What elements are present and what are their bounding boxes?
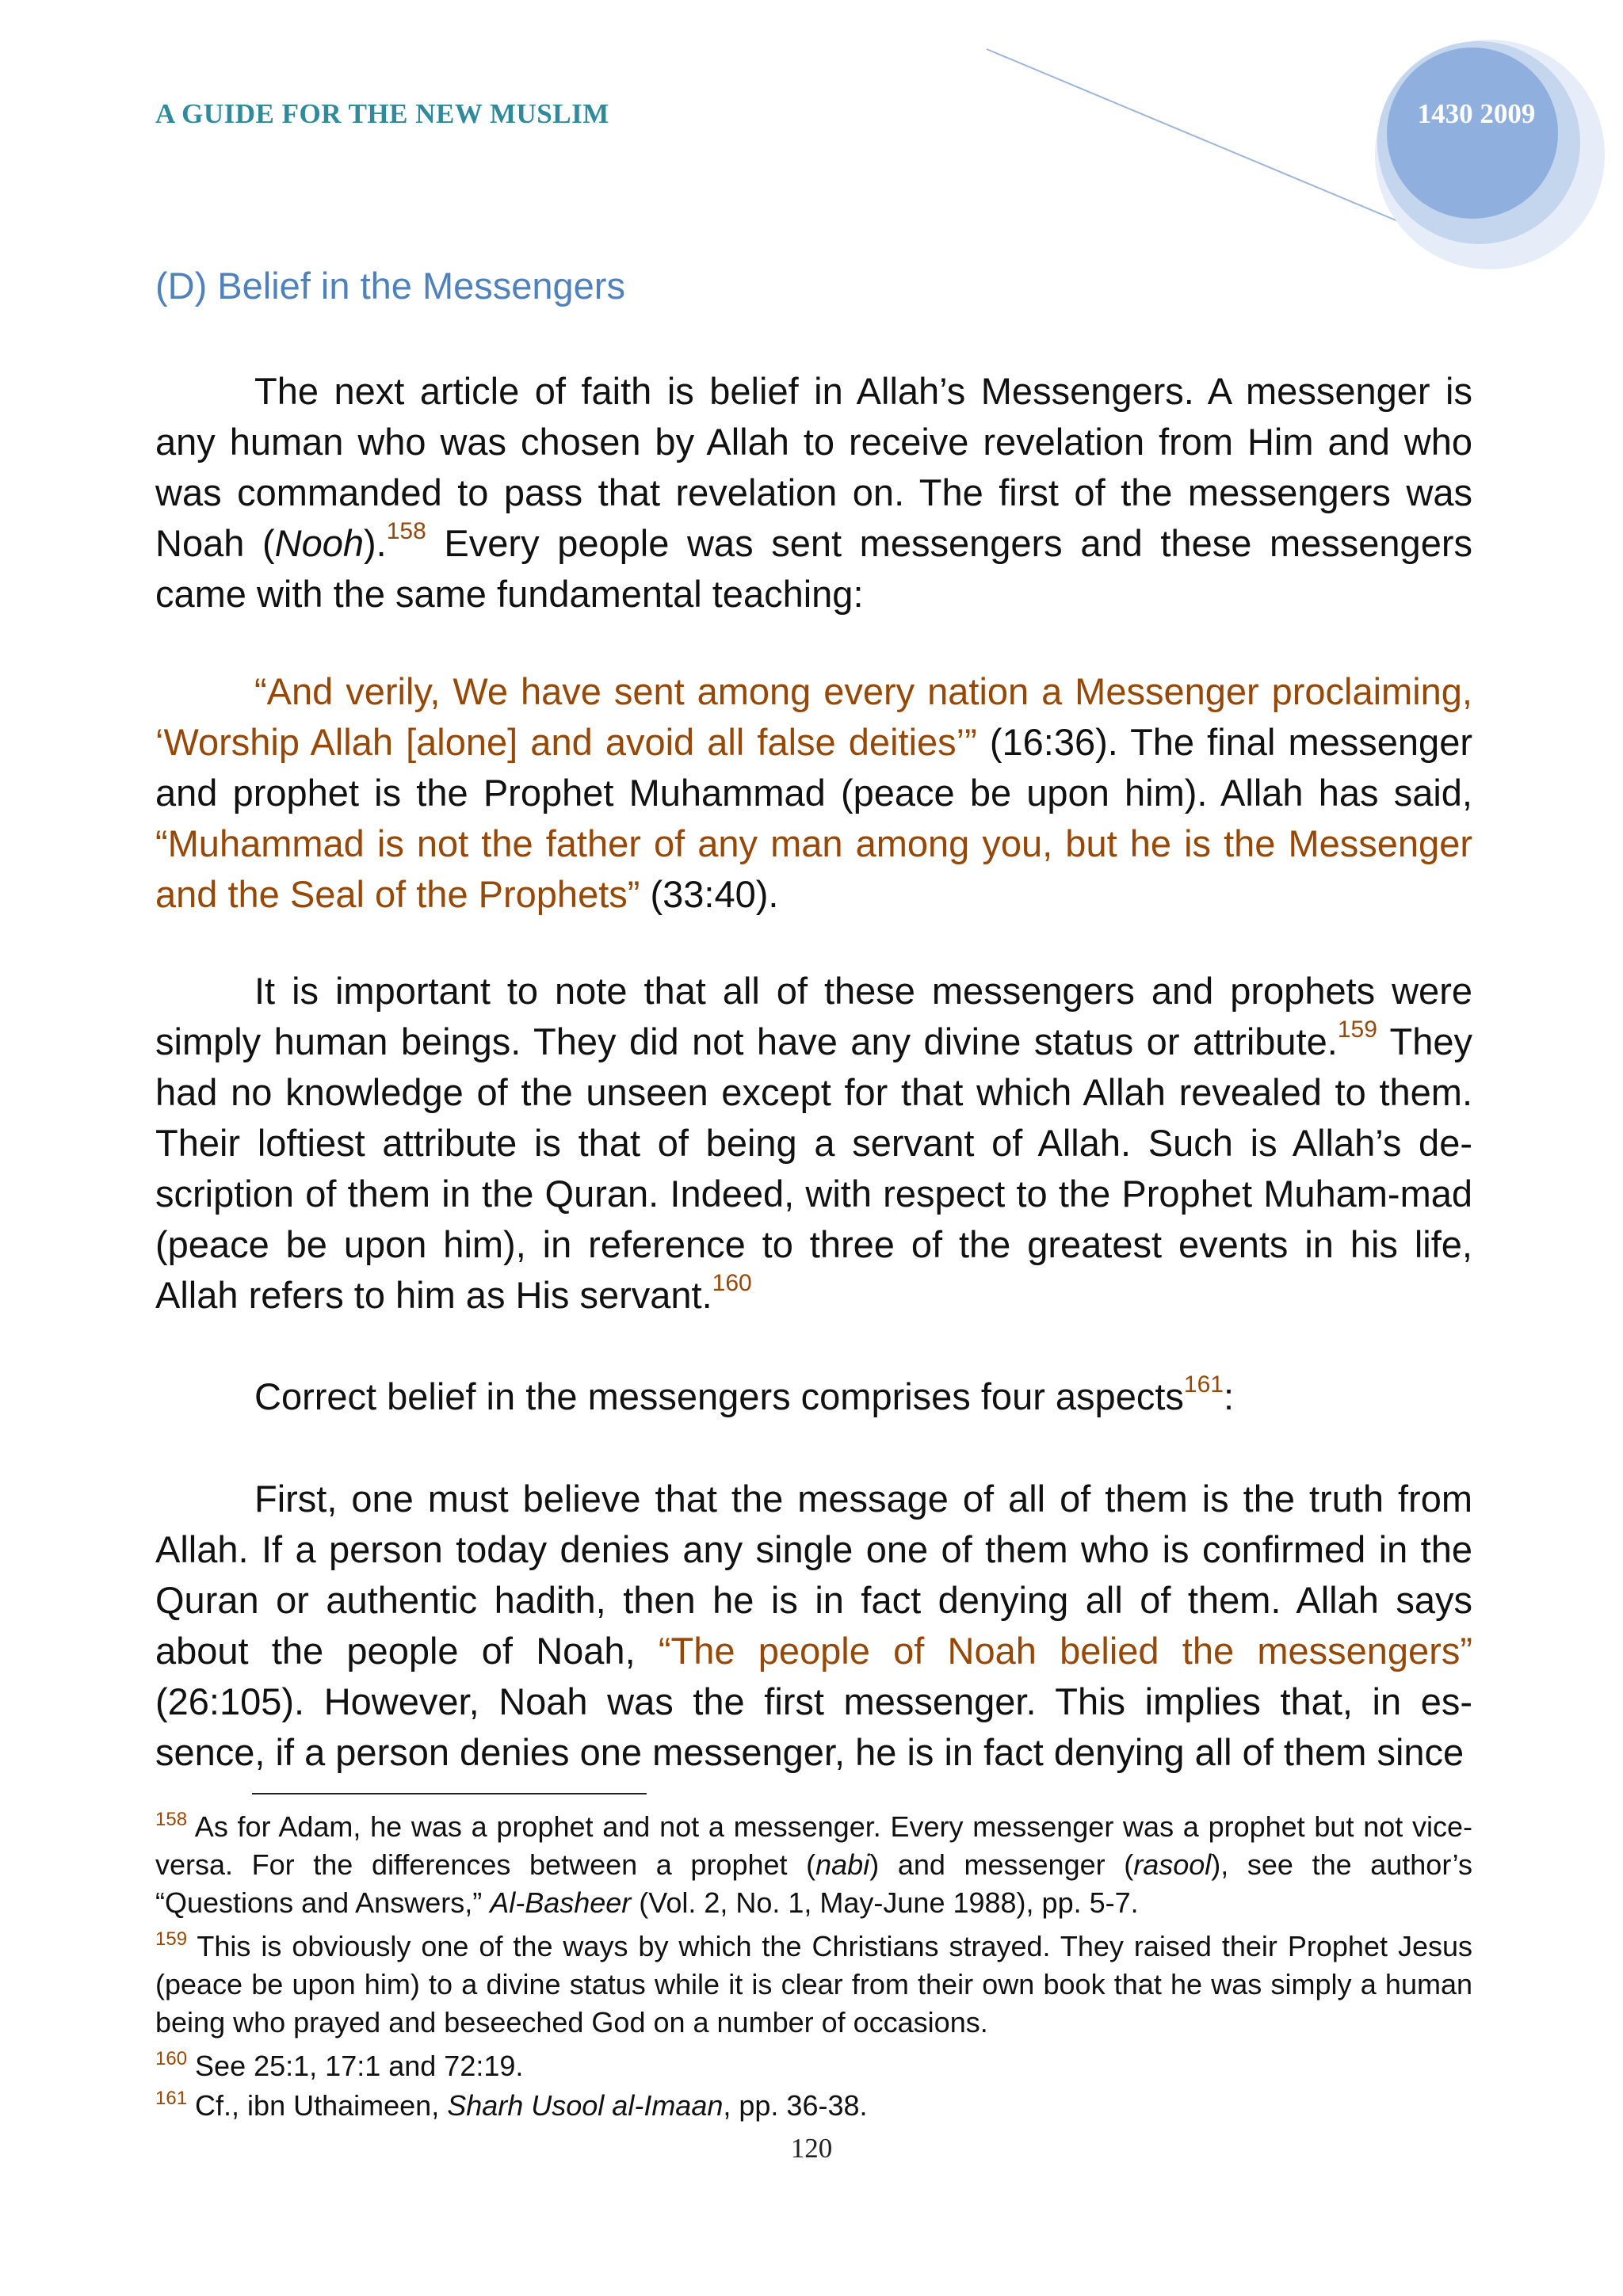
running-header-title: A GUIDE FOR THE NEW MUSLIM: [155, 98, 609, 129]
quran-quote: “And verily, We have sent among every nation a Messenger proclaiming, ‘Worship Allah [alone] and avoid all false deities’”: [155, 670, 1472, 763]
header-decoration: [0, 0, 1623, 285]
page-number: 120: [790, 2133, 833, 2164]
quran-quote: “Muhammad is not the father of any man among you, but he is the Messenger and the Seal of the Prophets”: [155, 822, 1472, 915]
footnote-ref-158[interactable]: 158: [386, 518, 426, 544]
paragraph-2: “And verily, We have sent among every nation a Messenger proclaiming, ‘Worship Allah [alone] and avoid all false deities’” (16:36). The final messenger and prophet is the Prophet Muhammad (peace be upon him). Allah has said, “Muhammad is not the father of any man among you, but he is the Messenger and the Seal of the Prophets” (33:40).: [155, 670, 1472, 915]
running-header-year: 1430 2009: [1417, 98, 1536, 129]
section-title: (D) Belief in the Messengers: [155, 265, 625, 307]
paragraph-3: It is important to note that all of these messengers and prophets were simply human beings. They did not have any divine status or attribute.$^{159}$ They had no knowledge of the unseen except for that which Allah revealed to them. Their loftiest attribute is that of being a servant of Allah. Such is Allah’s de-scription of them in the Quran. Indeed, with respect to the Prophet Muham-mad (peace be upon him), in reference to three of the greatest events in his life, Allah refers to him as His servant.$^{160}$: [155, 970, 1472, 1316]
footnote-161: $^{161}$ Cf., ibn Uthaimeen, Sharh Usool al-Imaan, pp. 36-38.: [155, 2088, 868, 2122]
paragraph-4: Correct belief in the messengers comprises four aspects$^{161}$:: [254, 1371, 1235, 1417]
footnote-ref-159[interactable]: 159: [1337, 1016, 1377, 1043]
footnote-ref-161[interactable]: 161: [1183, 1371, 1224, 1398]
footnote-159: $^{159}$ This is obviously one of the ways by which the Christians strayed. They raised their Prophet Jesus (peace be upon him) to a divine status while it is clear from their own book that he was simply a human being who prayed and beseeched God on a number of occasions.: [155, 1928, 1472, 2039]
paragraph-1: The next article of faith is belief in Allah’s Messengers. A messenger is any human who was chosen by Allah to receive revelation from Him and who was commanded to pass that revelation on. The first of the messengers was Noah (Nooh).$^{158}$ Every people was sent messengers and these messengers came with the same fundamental teaching:: [155, 370, 1472, 615]
footnote-160: $^{160}$ See 25:1, 17:1 and 72:19.: [155, 2048, 524, 2082]
footnote-158: $^{158}$ As for Adam, he was a prophet and not a messenger. Every messenger was a prophet but not vice-versa. For the differences between a prophet (nabi) and messenger (rasool), see the author’s “Questions and Answers,” Al-Basheer (Vol. 2, No. 1, May-June 1988), pp. 5-7.: [155, 1809, 1472, 1919]
footnote-ref-160[interactable]: 160: [712, 1270, 752, 1296]
footnote-separator: [252, 1793, 647, 1794]
quran-quote: “The people of Noah belied the messengers”: [658, 1630, 1472, 1672]
paragraph-5: First, one must believe that the message of all of them is the truth from Allah. If a person today denies any single one of them who is confirmed in the Quran or authentic hadith, then he is in fact denying all of them. Allah says about the people of Noah, “The people of Noah belied the messengers” (26:105). However, Noah was the first messenger. This implies that, in es-sence, if a person denies one messenger, he is in fact denying all of them since: [155, 1478, 1472, 1773]
